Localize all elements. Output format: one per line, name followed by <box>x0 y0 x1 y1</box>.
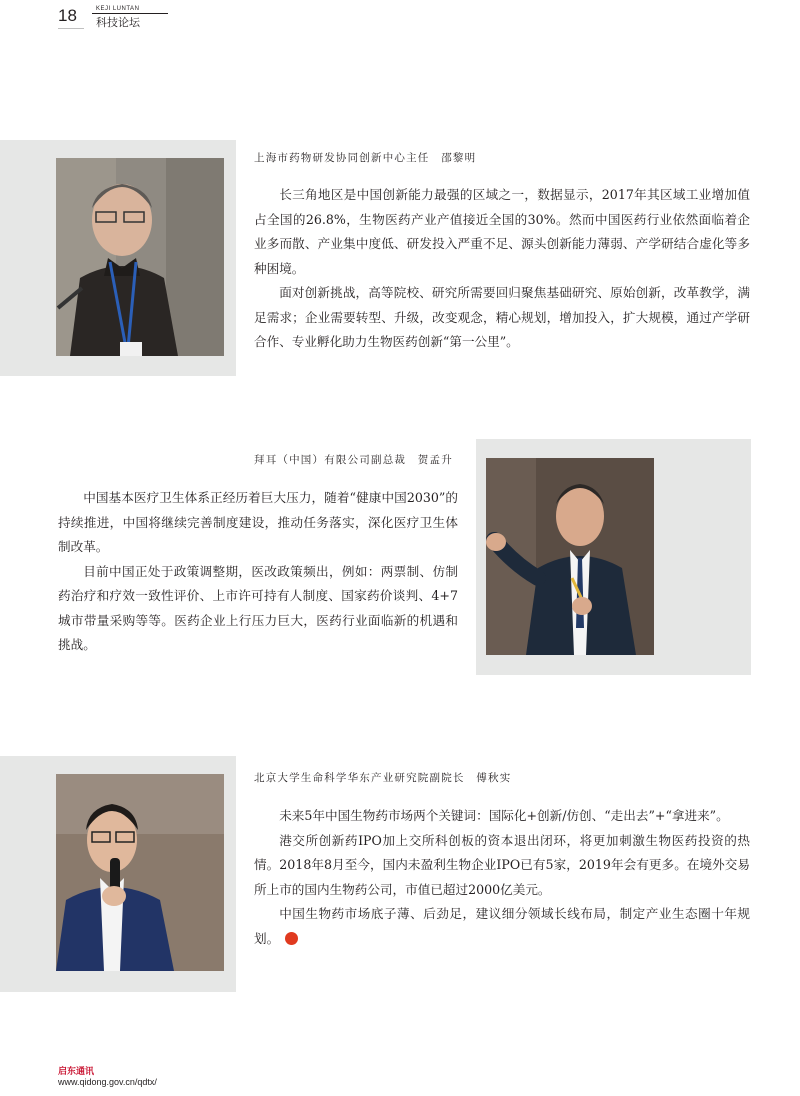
speaker-caption-3: 北京大学生命科学华东产业研究院副院长 傅秋实 <box>254 772 512 784</box>
paragraph <box>254 902 750 951</box>
photo-box-2 <box>476 439 751 675</box>
paragraph: 中国基本医疗卫生体系正经历着巨大压力，随着“健康中国2030”的持续推进，中国将继续完善制度建设，推动任务落实，深化医疗卫生体制改革。 <box>58 490 458 554</box>
section-pinyin: KEJI LUNTAN <box>96 6 140 12</box>
photo-box-1 <box>0 140 236 376</box>
footer-url[interactable]: www.qidong.gov.cn/qdtx/ <box>58 1077 157 1087</box>
paragraph: 未来5年中国生物药市场两个关键词：国际化+创新/仿创、“走出去”+“拿进来”。 <box>279 808 729 823</box>
end-mark-icon <box>285 932 298 945</box>
paragraph: 港交所创新药IPO加上交所科创板的资本退出闭环，将更加刺激生物医药投资的热情。2018年8月至今，国内未盈利生物企业IPO已有5家，2019年会有更多。在境外交易所上市的国内生物药公司，市值已超过2000亿美元。 <box>254 832 750 897</box>
page-footer <box>58 1064 157 1087</box>
section-body-1 <box>254 183 750 355</box>
page-header <box>58 4 168 30</box>
portrait-photo-2 <box>486 458 654 655</box>
footer-brand: 启东通讯 <box>58 1066 95 1076</box>
speaker-caption-1: 上海市药物研发协同创新中心主任 邵黎明 <box>254 152 477 164</box>
paragraph: 长三角地区是中国创新能力最强的区域之一，数据显示，2017年其区域工业增加值占全国的26.8%，生物医药产业产值接近全国的30%。然而中国医药行业依然面临着企业多而散、产业集中度低、研发投入严重不足、源头创新能力薄弱、产学研结合虚化等多种困境。 <box>254 187 750 276</box>
section-body-2 <box>58 486 458 658</box>
paragraph-text: 中国生物药市场底子薄、后劲足，建议细分领域长线布局，制定产业生态圈十年规划。 <box>254 906 750 946</box>
section-title: 科技论坛 <box>96 16 140 29</box>
page-number: 18 <box>58 6 77 25</box>
header-rule <box>92 13 168 14</box>
speaker-caption-2: 拜耳（中国）有限公司副总裁 贺孟升 <box>254 454 453 466</box>
portrait-photo-1 <box>56 158 224 356</box>
portrait-photo-3 <box>56 774 224 971</box>
paragraph: 目前中国正处于政策调整期，医改政策频出，例如：两票制、仿制药治疗和疗效一致性评价、上市许可持有人制度、国家药价谈判、4+7城市带量采购等等。医药企业上行压力巨大，医药行业面临新的机遇和挑战。 <box>58 563 458 652</box>
section-body-3 <box>254 804 750 951</box>
paragraph: 面对创新挑战，高等院校、研究所需要回归聚焦基础研究、原始创新，改革教学，满足需求；企业需要转型、升级，改变观念，精心规划，增加投入，扩大规模，通过产学研合作、专业孵化助力生物医药创新“第一公里”。 <box>254 285 750 349</box>
photo-box-3 <box>0 756 236 992</box>
header-underline <box>58 28 84 29</box>
